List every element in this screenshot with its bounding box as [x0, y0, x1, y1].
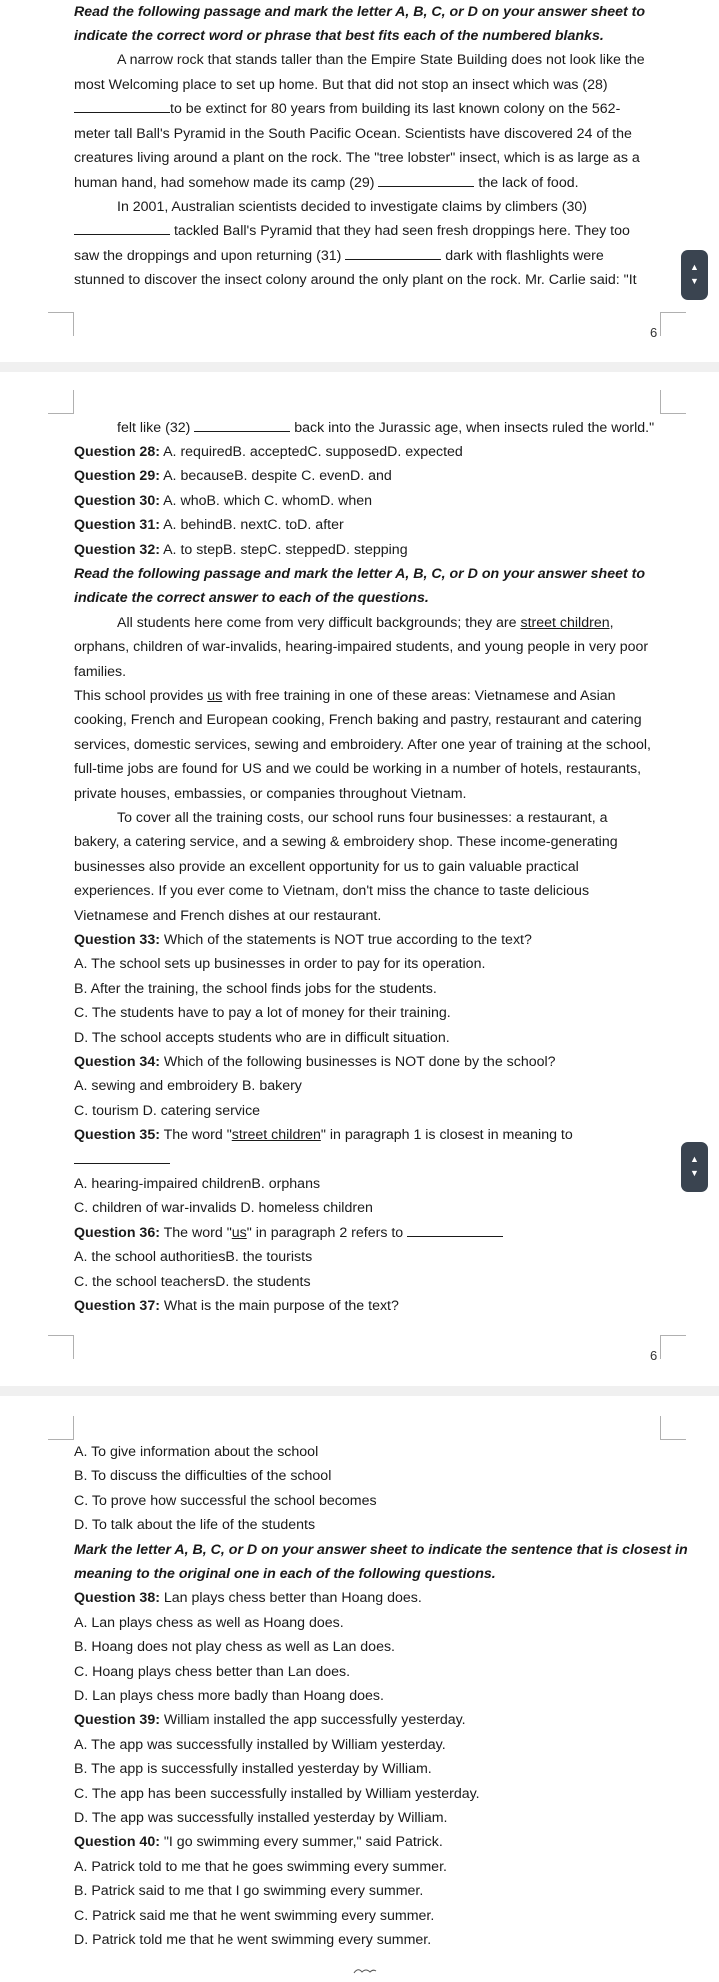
page-scroll-control[interactable]: [681, 250, 708, 300]
crop-mark: [660, 390, 686, 414]
passage-text: dark with flashlights were: [445, 248, 604, 264]
passage-text: tackled Ball's Pyramid that they had seen fresh droppings here. They too: [173, 223, 630, 239]
passage-line: cooking, French and European cooking, French baking and pastry, restaurant and catering: [74, 712, 642, 728]
crop-mark: [660, 1335, 686, 1359]
question-39: [74, 1710, 466, 1730]
question-text: William installed the app successfully yesterday.: [159, 1712, 466, 1728]
question-label: Question 36:: [74, 1225, 160, 1241]
answer-blank: [194, 418, 290, 432]
question-text: What is the main purpose of the text?: [159, 1298, 399, 1314]
instruction-line: indicate the correct answer to each of the questions.: [74, 590, 429, 606]
question-31: [74, 515, 344, 535]
question-text: "I go swimming every summer," said Patrick.: [159, 1834, 443, 1850]
question-label: Question 29:: [74, 468, 160, 484]
question-text: " in paragraph 2 refers to: [246, 1225, 404, 1241]
option-c: C. Patrick said me that he went swimming every summer.: [74, 1908, 435, 1924]
options-cd: C. tourism D. catering service: [74, 1103, 261, 1119]
question-label: Question 34:: [74, 1054, 160, 1070]
question-33: [74, 930, 532, 950]
answer-blank: [74, 1150, 170, 1164]
question-34: [74, 1052, 556, 1072]
instruction-line: Read the following passage and mark the letter A, B, C, or D on your answer sheet to: [74, 566, 646, 582]
passage-text: back into the Jurassic age, when insects ruled the world.": [294, 420, 655, 436]
answer-blank: [74, 221, 170, 235]
instruction-line: Read the following passage and mark the letter A, B, C, or D on your answer sheet to: [74, 4, 646, 20]
passage-text: ,: [609, 615, 614, 631]
question-label: Question 39:: [74, 1712, 160, 1728]
page-separator: [0, 362, 719, 372]
passage-line: [74, 686, 616, 706]
passage-line: meter tall Ball's Pyramid in the South Pacific Ocean. Scientists have discovered 24 of the: [74, 126, 632, 142]
chevron-down-icon[interactable]: ▼: [690, 276, 699, 286]
option-c: C. Hoang plays chess better than Lan does.: [74, 1664, 351, 1680]
question-35: [74, 1125, 573, 1145]
passage-text: saw the droppings and upon returning (31): [74, 248, 342, 264]
question-text: " in paragraph 1 is closest in meaning to: [320, 1127, 573, 1143]
question-options: A. to stepB. stepC. steppedD. stepping: [159, 542, 408, 558]
page-separator: [0, 1386, 719, 1396]
passage-line: families.: [74, 664, 127, 680]
crop-mark: [48, 390, 74, 414]
underlined-word: street children: [231, 1127, 321, 1143]
instruction-line: Mark the letter A, B, C, or D on your answer sheet to indicate the sentence that is closest in: [74, 1542, 688, 1558]
underlined-word: us: [231, 1225, 247, 1241]
page-bottom-mark: [352, 1966, 378, 1976]
passage-line: orphans, children of war-invalids, hearing-impaired students, and young people in very poor: [74, 639, 649, 655]
chevron-down-icon[interactable]: ▼: [690, 1168, 699, 1178]
question-text: The word ": [159, 1225, 232, 1241]
passage-line: businesses also provide an excellent opportunity for us to gain valuable practical: [74, 859, 579, 875]
option-b: B. After the training, the school finds jobs for the students.: [74, 981, 437, 997]
option-c: C. The app has been successfully installed by William yesterday.: [74, 1786, 480, 1802]
option-d: D. To talk about the life of the students: [74, 1517, 316, 1533]
question-37: [74, 1296, 399, 1316]
crop-mark: [48, 312, 74, 336]
passage-line: A narrow rock that stands taller than the Empire State Building does not look like the: [117, 52, 645, 68]
page-2: [0, 372, 719, 1386]
question-29: [74, 466, 392, 486]
option-d: D. Patrick told me that he went swimming every summer.: [74, 1932, 432, 1948]
options-ab: A. hearing-impaired childrenB. orphans: [74, 1176, 321, 1192]
question-40: [74, 1832, 443, 1852]
option-b: B. The app is successfully installed yesterday by William.: [74, 1761, 432, 1777]
chevron-up-icon[interactable]: ▲: [690, 262, 699, 272]
option-a: A. Patrick told to me that he goes swimming every summer.: [74, 1859, 447, 1875]
passage-text: felt like (32): [117, 420, 191, 436]
question-label: Question 32:: [74, 542, 160, 558]
option-a: A. Lan plays chess as well as Hoang does.: [74, 1615, 344, 1631]
answer-blank: [407, 1223, 503, 1237]
option-a: A. To give information about the school: [74, 1444, 319, 1460]
passage-text: with free training in one of these areas: Vietnamese and Asian: [222, 688, 616, 704]
page-scroll-control[interactable]: [681, 1142, 708, 1192]
instruction-line: meaning to the original one in each of the following questions.: [74, 1566, 496, 1582]
question-label: Question 38:: [74, 1590, 160, 1606]
passage-line: private houses, embassies, or companies throughout Vietnam.: [74, 786, 467, 802]
option-d: D. The school accepts students who are in difficult situation.: [74, 1030, 450, 1046]
passage-line: services, domestic services, sewing and embroidery. After one year of training at the school,: [74, 737, 651, 753]
question-label: Question 33:: [74, 932, 160, 948]
answer-blank: [345, 246, 441, 260]
question-label: Question 28:: [74, 444, 160, 460]
passage-line: [117, 418, 654, 438]
crop-mark: [660, 312, 686, 336]
chevron-up-icon[interactable]: ▲: [690, 1154, 699, 1164]
passage-line: [74, 221, 630, 241]
question-text: Which of the following businesses is NOT done by the school?: [159, 1054, 556, 1070]
question-label: Question 31:: [74, 517, 160, 533]
page-number: 6: [650, 1348, 658, 1363]
passage-text: human hand, had somehow made its camp (29): [74, 175, 375, 191]
question-label: Question 30:: [74, 493, 160, 509]
question-options: A. behindB. nextC. toD. after: [159, 517, 344, 533]
option-d: D. The app was successfully installed yesterday by William.: [74, 1810, 448, 1826]
option-b: B. Patrick said to me that I go swimming every summer.: [74, 1883, 424, 1899]
crop-mark: [48, 1335, 74, 1359]
passage-text: This school provides: [74, 688, 208, 704]
question-label: Question 35:: [74, 1127, 160, 1143]
answer-blank: [74, 99, 170, 113]
page-3: [0, 1396, 719, 1982]
answer-blank: [378, 173, 474, 187]
passage-text: to be extinct for 80 years from building its last known colony on the 562-: [170, 101, 621, 117]
question-options: A. requiredB. acceptedC. supposedD. expected: [159, 444, 463, 460]
passage-line: experiences. If you ever come to Vietnam, don't miss the chance to taste delicious: [74, 883, 590, 899]
option-b: B. To discuss the difficulties of the school: [74, 1468, 332, 1484]
question-label: Question 37:: [74, 1298, 160, 1314]
instruction-line: indicate the correct word or phrase that best fits each of the numbered blanks.: [74, 28, 604, 44]
passage-text: the lack of food.: [478, 175, 579, 191]
passage-line: Vietnamese and French dishes at our restaurant.: [74, 908, 382, 924]
passage-line: [74, 173, 579, 193]
crop-mark: [48, 1416, 74, 1440]
option-a: A. The school sets up businesses in order to pay for its operation.: [74, 956, 486, 972]
question-label: Question 40:: [74, 1834, 160, 1850]
passage-line: creatures living around a plant on the rock. The "tree lobster" insect, which is as large as a: [74, 150, 640, 166]
passage-line: [74, 246, 604, 266]
options-cd: C. children of war-invalids D. homeless children: [74, 1200, 373, 1216]
option-c: C. To prove how successful the school becomes: [74, 1493, 377, 1509]
passage-line: most Welcoming place to set up home. But that did not stop an insect which was (28): [74, 77, 608, 93]
passage-line: bakery, a catering service, and a sewing & embroidery shop. These income-generating: [74, 834, 618, 850]
passage-line: [74, 99, 620, 119]
page-number: 6: [650, 325, 658, 340]
option-c: C. The students have to pay a lot of money for their training.: [74, 1005, 451, 1021]
passage-line: stunned to discover the insect colony around the only plant on the rock. Mr. Carlie said: "It: [74, 272, 637, 288]
passage-line: In 2001, Australian scientists decided to investigate claims by climbers (30): [117, 199, 587, 215]
option-d: D. Lan plays chess more badly than Hoang does.: [74, 1688, 384, 1704]
option-a: A. The app was successfully installed by William yesterday.: [74, 1737, 446, 1753]
passage-line: full-time jobs are found for US and we could be working in a number of hotels, restaurants,: [74, 761, 642, 777]
answer-line: [74, 1150, 170, 1170]
crop-mark: [660, 1416, 686, 1440]
question-text: The word ": [159, 1127, 232, 1143]
option-b: B. Hoang does not play chess as well as Lan does.: [74, 1639, 395, 1655]
underlined-word: us: [207, 688, 223, 704]
options-cd: C. the school teachersD. the students: [74, 1274, 311, 1290]
question-36: [74, 1223, 503, 1243]
question-options: A. becauseB. despite C. evenD. and: [159, 468, 392, 484]
question-32: [74, 540, 408, 560]
options-ab: A. sewing and embroidery B. bakery: [74, 1078, 302, 1094]
question-text: Lan plays chess better than Hoang does.: [159, 1590, 422, 1606]
question-38: [74, 1588, 422, 1608]
passage-line: [117, 613, 614, 633]
question-text: Which of the statements is NOT true according to the text?: [159, 932, 532, 948]
passage-text: All students here come from very difficult backgrounds; they are: [117, 615, 521, 631]
question-28: [74, 442, 463, 462]
question-options: A. whoB. which C. whomD. when: [159, 493, 373, 509]
passage-line: To cover all the training costs, our school runs four businesses: a restaurant, a: [117, 810, 608, 826]
question-30: [74, 491, 372, 511]
options-ab: A. the school authoritiesB. the tourists: [74, 1249, 313, 1265]
underlined-word: street children: [520, 615, 610, 631]
page-1: [0, 0, 719, 362]
